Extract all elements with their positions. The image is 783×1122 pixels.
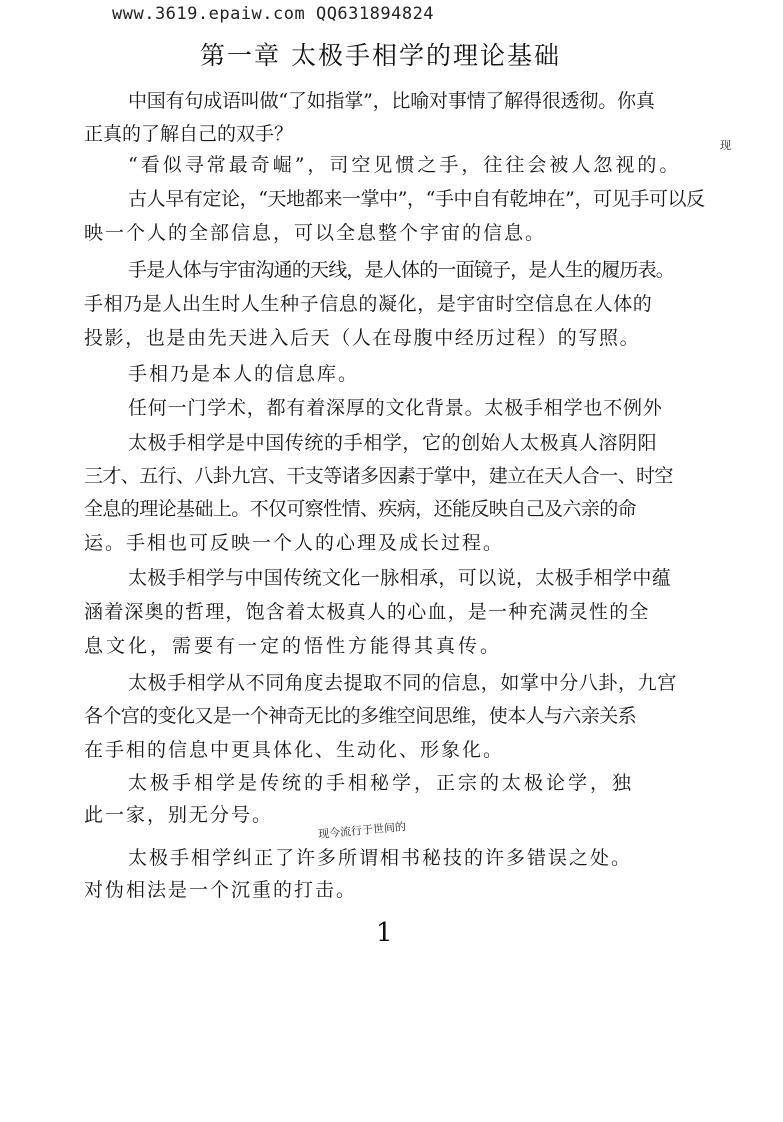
body-line: 此一家，别无分号。 xyxy=(84,804,274,826)
body-line: 在手相的信息中更具体化、生动化、形象化。 xyxy=(84,739,505,761)
handwritten-insertion: 现 xyxy=(720,139,731,152)
body-line: 太极手相学纠正了许多所谓相书秘技的许多错误之处。 xyxy=(128,847,633,869)
body-line: 各个宫的变化又是一个神奇无比的多维空间思维，使本人与六亲关系 xyxy=(84,705,637,727)
body-line: 古人早有定论，“天地都来一掌中”，“手中自有乾坤在”，可见手可以反 xyxy=(128,188,705,210)
body-line: 太极手相学是传统的手相秘学，正宗的太极论学，独 xyxy=(128,772,635,794)
body-line: 映一个人的全部信息，可以全息整个宇宙的信息。 xyxy=(84,222,547,244)
handwritten-insertion: 现今流行于世间的 xyxy=(317,820,407,841)
body-line: 运。手相也可反映一个人的心理及成长过程。 xyxy=(84,532,505,554)
body-line: 对伪相法是一个沉重的打击。 xyxy=(84,879,358,901)
body-line: 投影，也是由先天进入后天（人在母腹中经历过程）的写照。 xyxy=(84,327,641,349)
body-line: 三才、五行、八卦九宫、干支等诸多因素于掌中，建立在天人合一、时空 xyxy=(84,465,673,487)
body-line: 手是人体与宇宙沟通的天线，是人体的一面镜子，是人生的履历表。 xyxy=(128,259,675,281)
body-line: 涵着深奥的哲理，饱含着太极真人的心血，是一种充满灵性的全 xyxy=(84,601,650,623)
body-line: 全息的理论基础上。不仅可察性情、疾病，还能反映自己及六亲的命 xyxy=(84,498,637,520)
body-line: 任何一门学术，都有着深厚的文化背景。太极手相学也不例外 xyxy=(128,397,663,419)
body-line: 息文化，需要有一定的悟性方能得其真传。 xyxy=(84,635,503,657)
body-line: 手相乃是本人的信息库。 xyxy=(128,363,360,385)
watermark: www.3619.epaiw.com QQ631894824 xyxy=(112,4,435,24)
body-line: 太极手相学从不同角度去提取不同的信息，如掌中分八卦，九宫 xyxy=(128,672,677,694)
body-line: 太极手相学与中国传统文化一脉相承，可以说，太极手相学中蕴 xyxy=(128,567,672,589)
body-line: 中国有句成语叫做“了如指掌”，比喻对事情了解得很透彻。你真 xyxy=(128,90,655,112)
body-line: 手相乃是人出生时人生种子信息的凝化，是宇宙时空信息在人体的 xyxy=(84,293,653,315)
body-line: 太极手相学是中国传统的手相学，它的创始人太极真人溶阴阳 xyxy=(128,432,658,454)
page-title: 第一章 太极手相学的理论基础 xyxy=(200,41,561,70)
body-line: “看似寻常最奇崛”，司空见惯之手，往往会被人忽视的。 xyxy=(128,154,682,176)
page-number: 1 xyxy=(376,918,393,948)
body-line: 正真的了解自己的双手？ xyxy=(84,123,294,145)
